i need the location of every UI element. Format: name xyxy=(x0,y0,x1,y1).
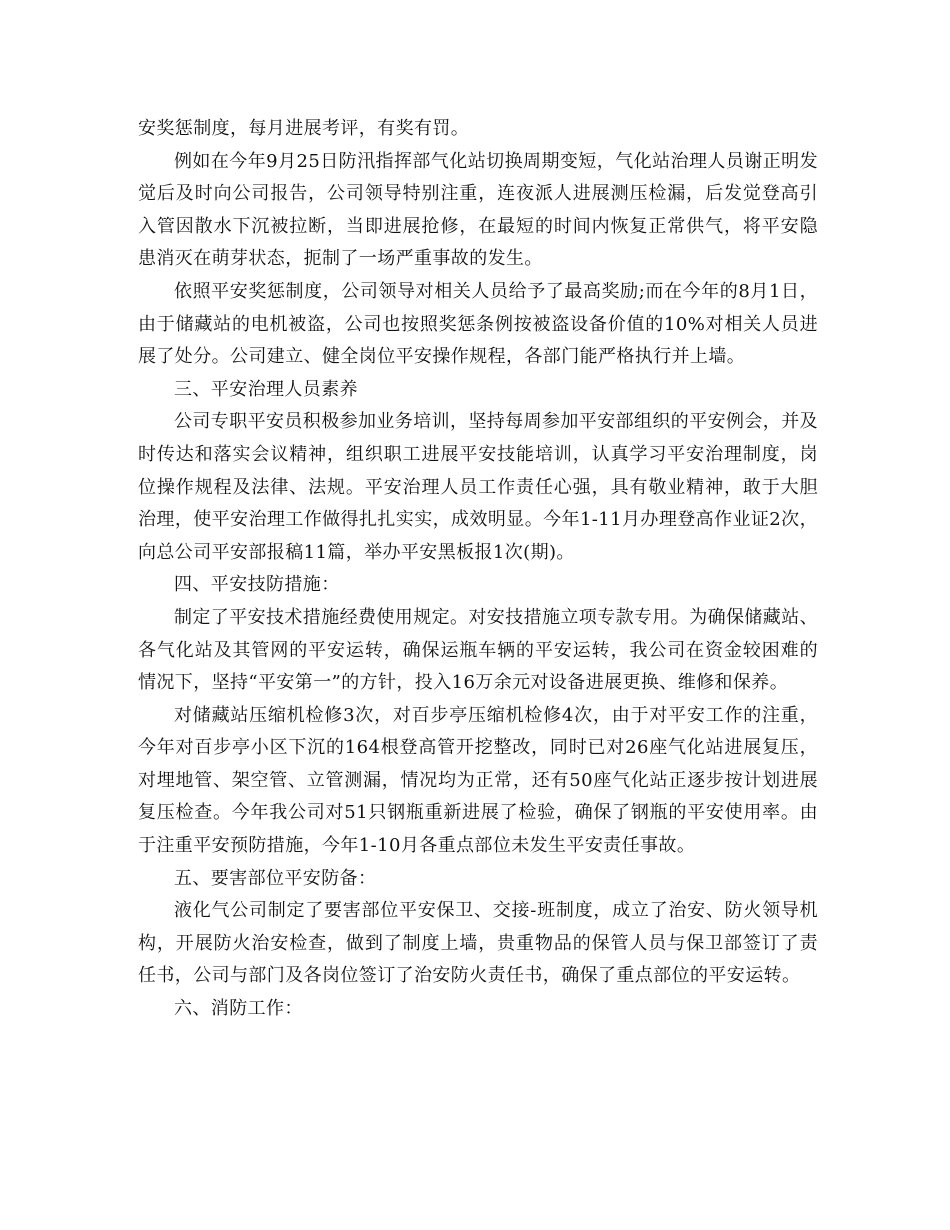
paragraph-maintenance: 对储藏站压缩机检修3次，对百步亭压缩机检修4次，由于对平安工作的注重，今年对百步亭小区下沉的164根登高管开挖整改，同时已对26座气化站进展复压，对埋地管、架空管、立管测漏，情况均为正常，还有50座气化站正逐步按计划进展复压检查。今年我公司对51只钢瓶重新进展了检验，确保了钢瓶的平安使用率。由于注重平安预防措施，今年1-10月各重点部位未发生平安责任事故。 xyxy=(138,704,818,857)
section-heading-6: 六、消防工作： xyxy=(174,998,303,1020)
section-heading-5: 五、要害部位平安防备： xyxy=(174,867,377,889)
paragraph-continuation: 安奖惩制度，每月进展考评，有奖有罚。 xyxy=(138,118,470,139)
paragraph-safety-staff: 公司专职平安员积极参加业务培训，坚持每周参加平安部组织的平安例会，并及时传达和落实会议精神，组织职工进展平安技能培训，认真学习平安治理制度，岗位操作规程及法律、法规。平安治理人员工作责任心强，具有敬业精神，敢于大胆治理，使平安治理工作做得扎扎实实，成效明显。今年1-11月办理登高作业证2次，向总公司平安部报稿11篇，举办平安黑板报1次(期)。 xyxy=(138,411,818,563)
section-heading-4: 四、平安技防措施： xyxy=(174,574,340,596)
paragraph-key-areas: 液化气公司制定了要害部位平安保卫、交接-班制度，成立了治安、防火领导机构，开展防火治安检查，做到了制度上墙，贵重物品的保管人员与保卫部签订了责任书，公司与部门及各岗位签订了治安防火责任书，确保了重点部位的平安运转。 xyxy=(138,900,819,987)
paragraph-rewards-penalties: 依照平安奖惩制度，公司领导对相关人员给予了最高奖励;而在今年的8月1日，由于储藏站的电机被盗，公司也按照奖惩条例按被盗设备价值的10%对相关人员进展了处分。公司建立、健全岗位平安操作规程，各部门能严格执行并上墙。 xyxy=(138,280,818,368)
paragraph-flood-incident: 例如在今年9月25日防汛指挥部气化站切换周期变短，气化站治理人员谢正明发觉后及时向公司报告，公司领导特别注重，连夜派人进展测压检漏，后发觉登高引入管因散水下沉被拉断，当即进展抢修，在最短的时间内恢复正常供气，将平安隐患消灭在萌芽状态，扼制了一场严重事故的发生。 xyxy=(138,150,818,270)
paragraph-technical-measures: 制定了平安技术措施经费使用规定。对安技措施立项专款专用。为确保储藏站、各气化站及其管网的平安运转，确保运瓶车辆的平安运转，我公司在资金较困难的情况下，坚持“平安第一”的方针，投入16万余元对设备进展更换、维修和保养。 xyxy=(138,606,818,694)
document-body xyxy=(138,113,818,1026)
section-heading-3: 三、平安治理人员素养 xyxy=(174,378,358,400)
